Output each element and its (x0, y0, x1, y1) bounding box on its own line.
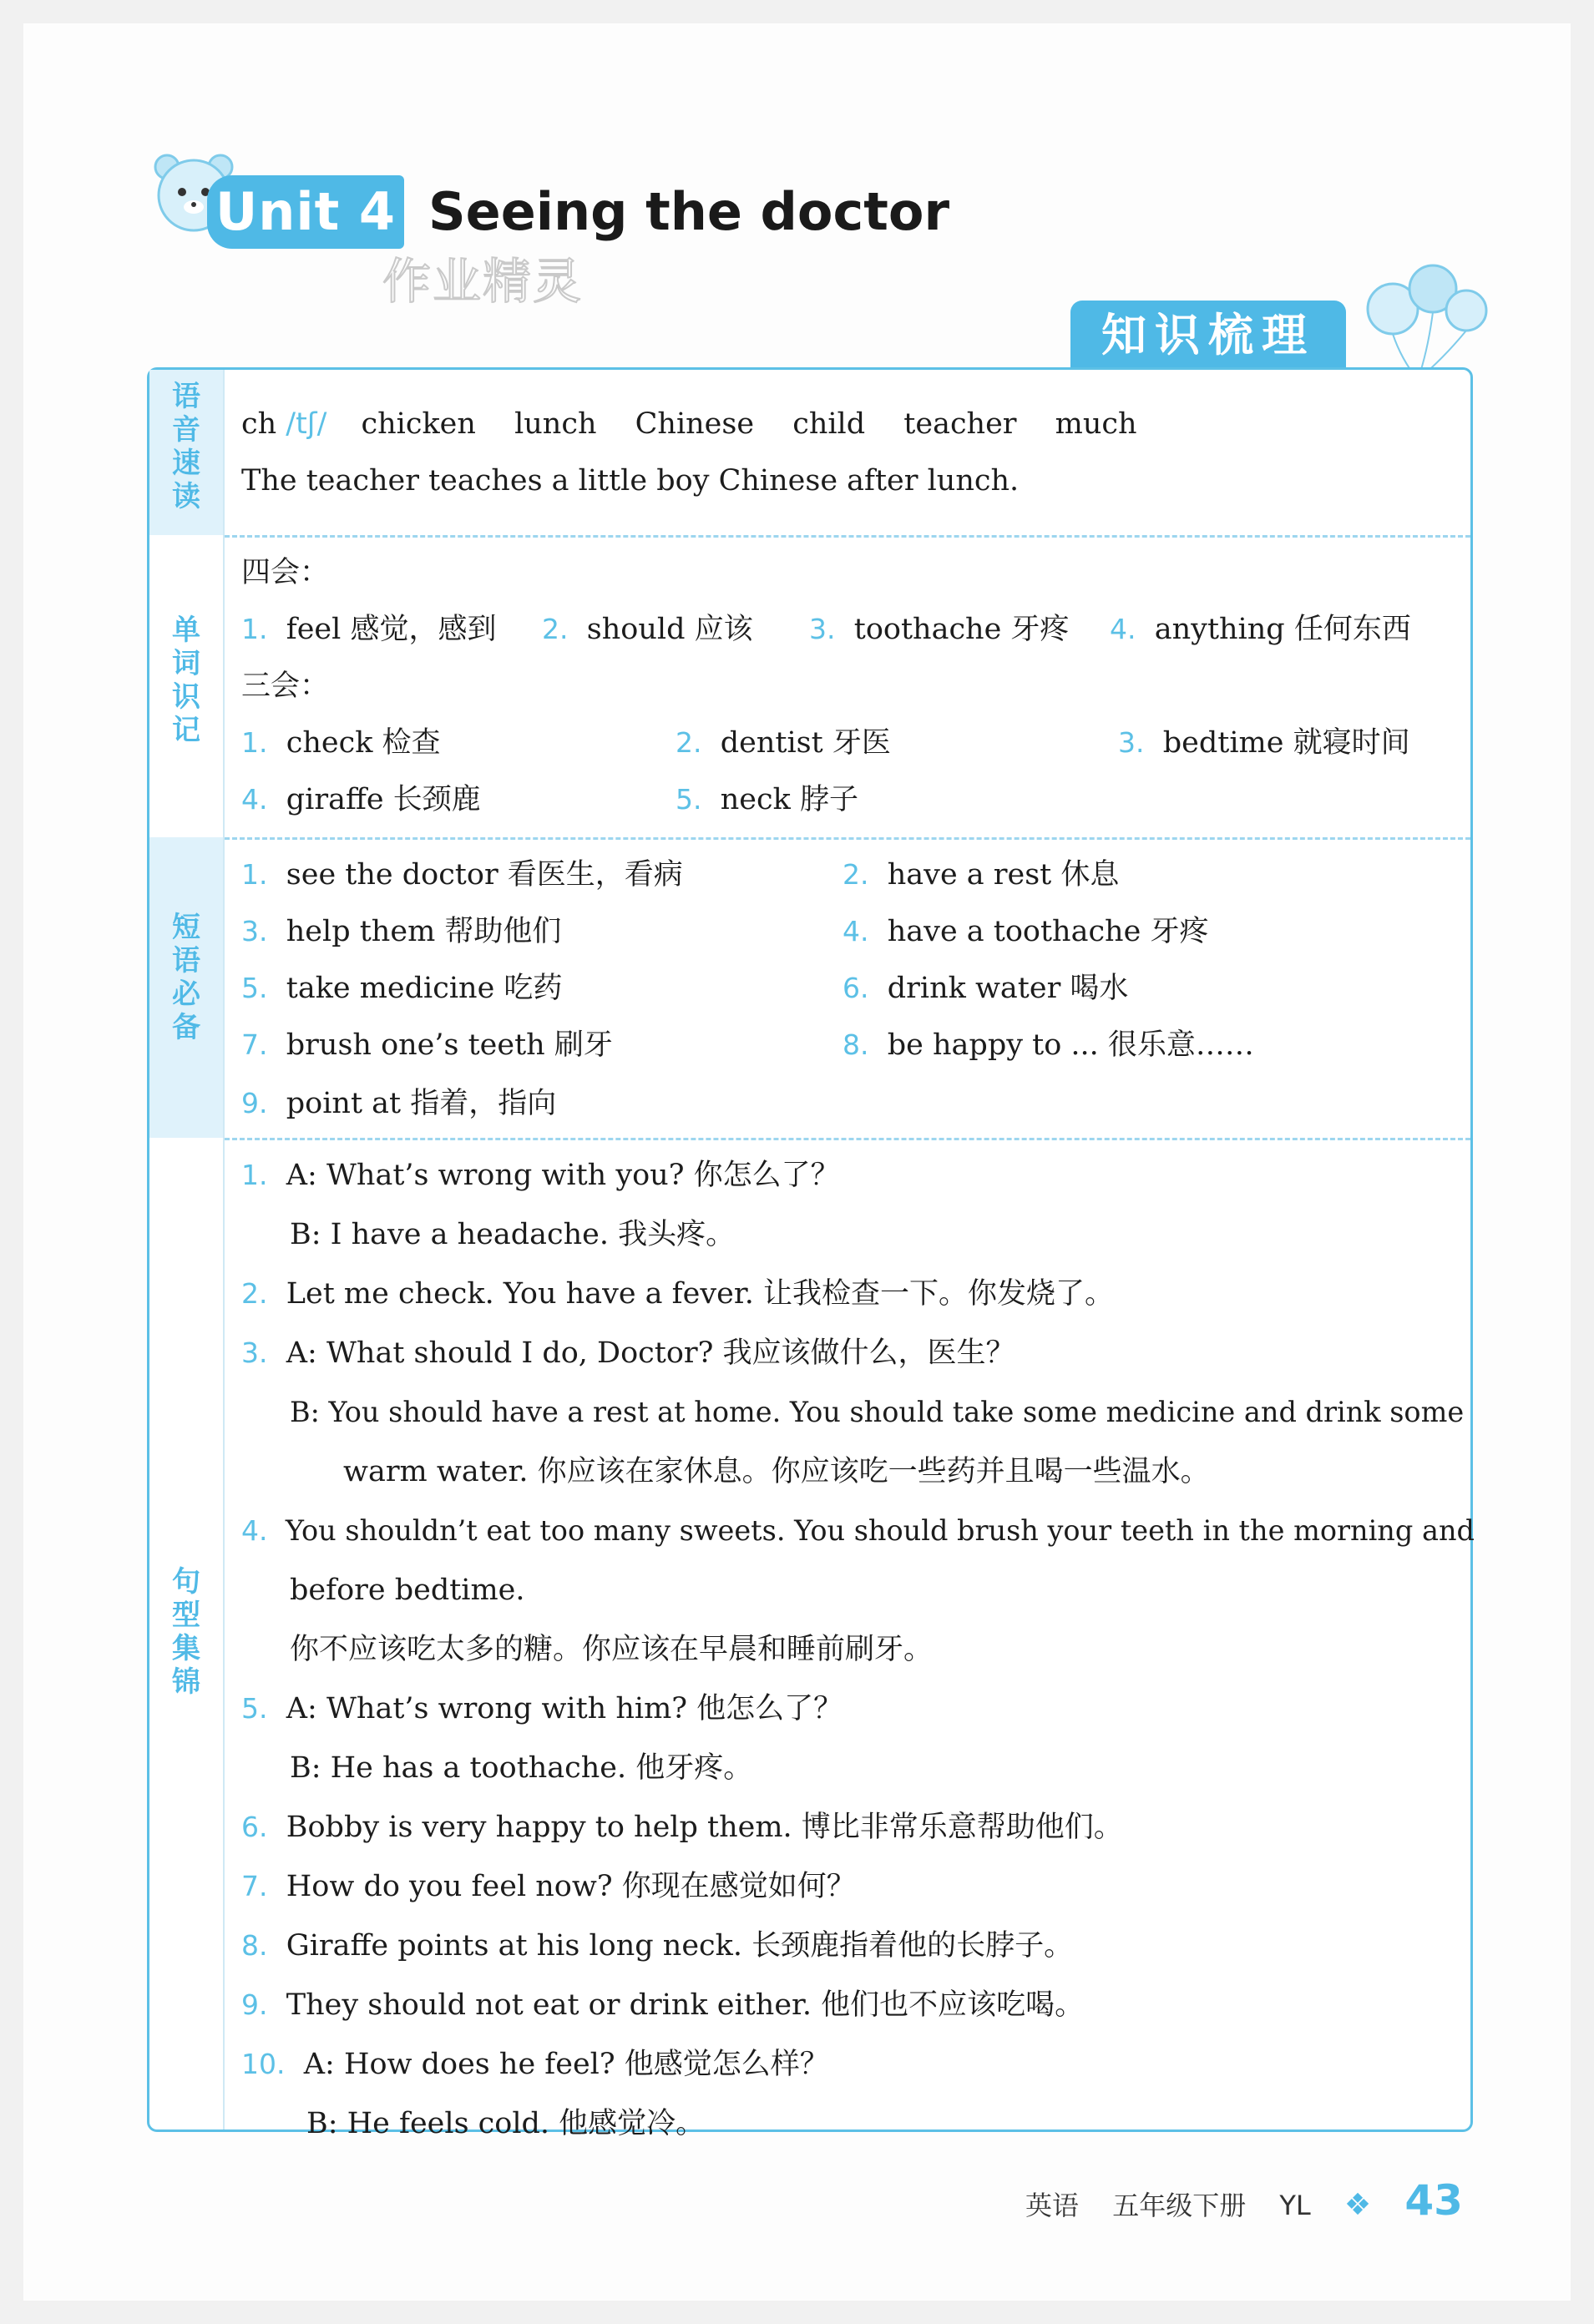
vocab-item: 4. anything 任何东西 (1110, 613, 1411, 646)
phrase-item: 7. brush one’s teeth 刷牙 (241, 1028, 613, 1062)
watermark: 作业精灵 (382, 253, 584, 310)
page-footer (1025, 2175, 1488, 2225)
phonics-word: chicken (361, 407, 476, 441)
footer-subject: 英语 (1025, 2190, 1080, 2221)
vocab-item: 3. bedtime 就寝时间 (1118, 726, 1410, 760)
sentence-item: 9. They should not eat or drink either. 他们也不应该吃喝。 (241, 1988, 1085, 2022)
phonics-sentence: The teacher teaches a little boy Chinese after lunch. (241, 464, 1020, 498)
sentence-line: B: He feels cold. 他感觉冷。 (306, 2107, 706, 2140)
phonics-word: Chinese (635, 407, 755, 441)
sentence-item: 8. Giraffe points at his long neck. 长颈鹿指着他的长脖子。 (241, 1929, 1074, 1963)
sentence-line: 你不应该吃太多的糖。你应该在早晨和睡前刷牙。 (290, 1633, 934, 1666)
phrase-item: 2. have a rest 休息 (843, 858, 1120, 892)
side-label-vocab: 单词识记 (172, 614, 200, 747)
sentence-item: 6. Bobby is very happy to help them. 博比非常乐意帮助他们。 (241, 1811, 1123, 1844)
sentence-line: B: He has a toothache. 他牙疼。 (290, 1751, 753, 1785)
sentence-line: B: You should have a rest at home. You should take some medicine and drink some (290, 1396, 1465, 1428)
balloons-icon (1359, 259, 1493, 384)
sentence-item: 5. A: What’s wrong with him? 他怎么了？ (241, 1692, 843, 1725)
phonics-ipa: /tʃ/ (286, 407, 327, 441)
phrase-item: 3. help them 帮助他们 (241, 915, 562, 948)
vocab-item: 5. neck 脖子 (676, 783, 858, 816)
unit-badge: Unit 4 (207, 175, 404, 249)
phrase-item: 5. take medicine 吃药 (241, 972, 563, 1005)
vocab-item: 1. check 检查 (241, 726, 441, 760)
sentence-item: 4. You shouldn’t eat too many sweets. You should brush your teeth in the morning and (241, 1514, 1475, 1547)
phonics-word: child (792, 407, 866, 441)
side-label-phrases: 短语必备 (172, 911, 200, 1044)
vocab-item: 3. toothache 牙疼 (809, 613, 1070, 646)
phonics-word: teacher (903, 407, 1017, 441)
page (23, 23, 1571, 2301)
sentence-line: before bedtime. (290, 1574, 525, 1607)
phonics-word: lunch (514, 407, 597, 441)
footer-grade: 五年级下册 (1112, 2190, 1247, 2221)
knowledge-box (147, 367, 1475, 2140)
phrase-item: 4. have a toothache 牙疼 (843, 915, 1209, 948)
phrase-item: 1. see the doctor 看医生，看病 (241, 858, 683, 892)
page-number: 43 (1404, 2176, 1463, 2225)
sentence-item: 1. A: What’s wrong with you? 你怎么了？ (241, 1159, 840, 1192)
vocab-item: 1. feel 感觉，感到 (241, 613, 497, 646)
phrase-item: 8. be happy to ... 很乐意…… (843, 1028, 1254, 1062)
phonics-word-row (241, 403, 1137, 445)
sentence-line: B: I have a headache. 我头疼。 (290, 1218, 736, 1251)
vocab-item: 4. giraffe 长颈鹿 (241, 783, 481, 816)
phonics-word: much (1055, 407, 1137, 441)
sentence-line: warm water. 你应该在家休息。你应该吃一些药并且喝一些温水。 (343, 1455, 1210, 1488)
phonics-letters: ch (241, 407, 277, 441)
phrase-item: 6. drink water 喝水 (843, 972, 1129, 1005)
vocab-item: 2. should 应该 (542, 613, 753, 646)
vocab-item: 2. dentist 牙医 (676, 726, 891, 760)
unit-title: Seeing the doctor (428, 181, 950, 242)
three-skills-label: 三会： (241, 669, 330, 703)
side-label-phonics: 语音速读 (172, 380, 200, 513)
footer-edition: YL (1279, 2190, 1311, 2221)
sentence-item: 2. Let me check. You have a fever. 让我检查一下。你发烧了。 (241, 1277, 1114, 1311)
sentence-item: 10. A: How does he feel? 他感觉怎么样？ (241, 2048, 829, 2081)
side-label-sentences: 句型集锦 (172, 1565, 200, 1699)
section-tag: 知识梳理 (1070, 301, 1346, 371)
sentence-item: 3. A: What should I do, Doctor? 我应该做什么，医生？ (241, 1336, 1015, 1370)
sentence-item: 7. How do you feel now? 你现在感觉如何？ (241, 1870, 856, 1903)
diamond-icon: ❖ (1344, 2188, 1372, 2222)
phrase-item: 9. point at 指着，指向 (241, 1087, 557, 1120)
four-skills-label: 四会： (241, 556, 330, 589)
